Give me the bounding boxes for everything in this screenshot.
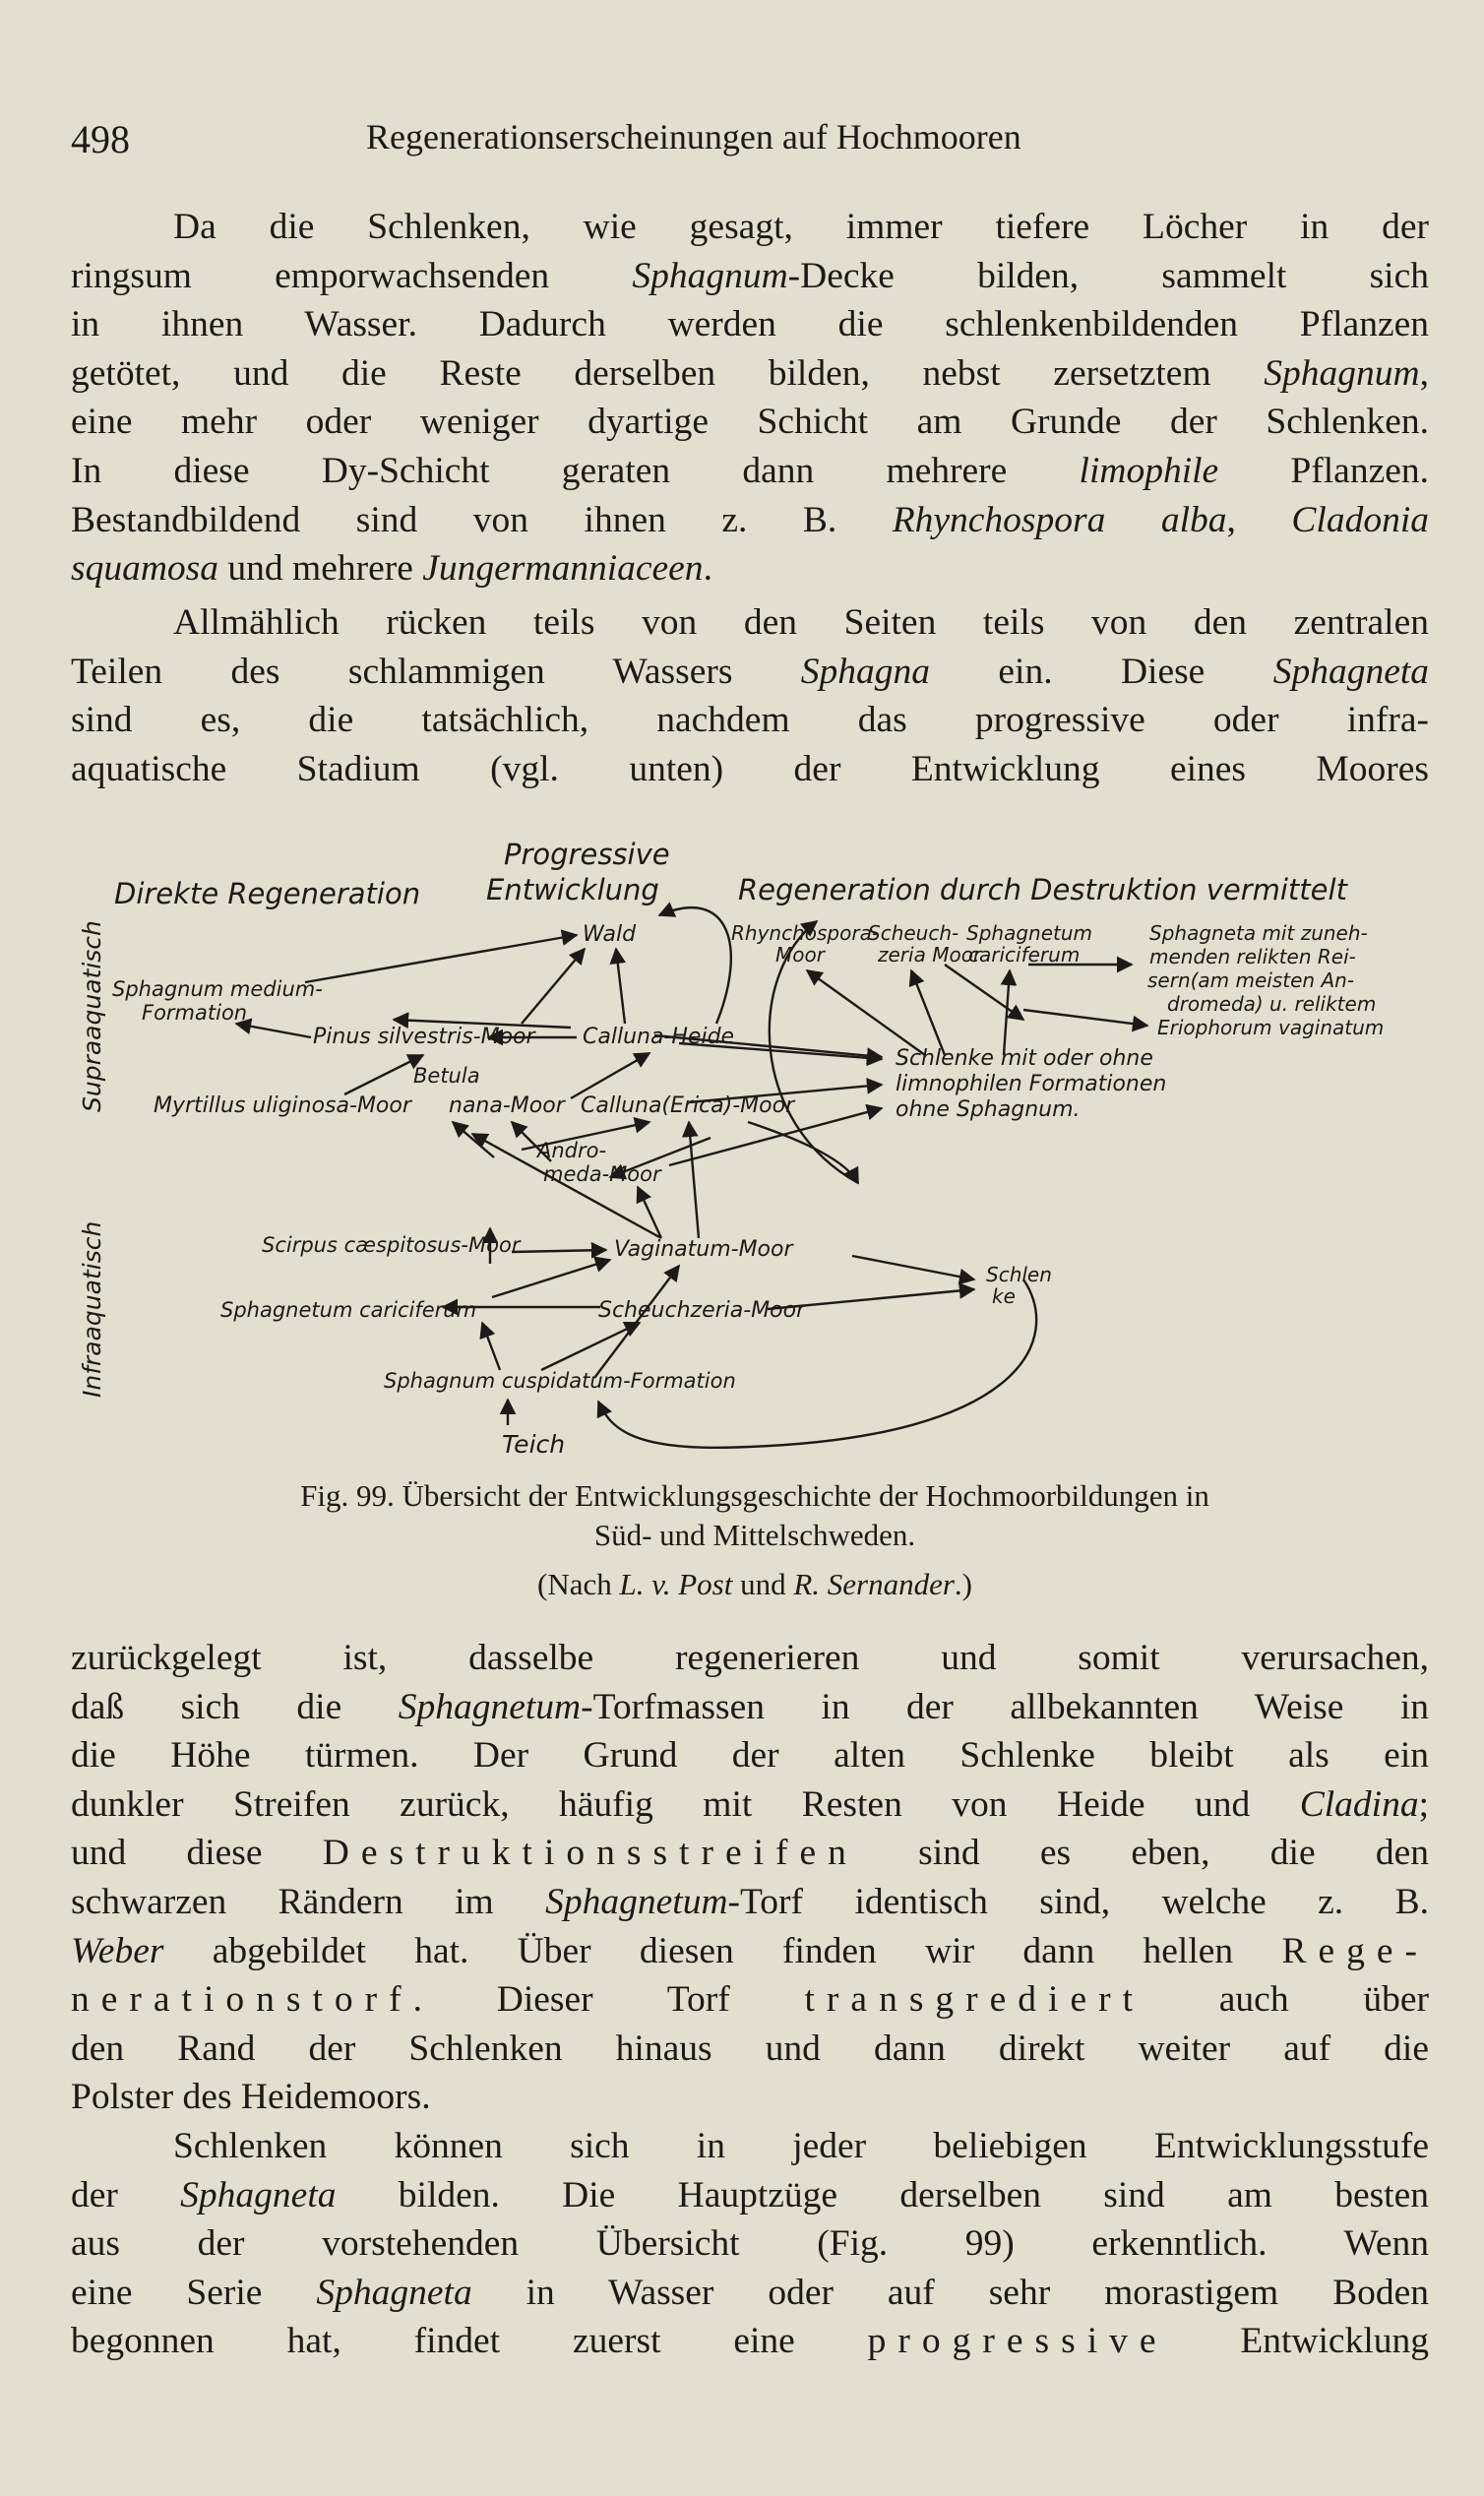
node-rhynchospora-2: Moor xyxy=(775,943,825,967)
node-scirpus: Scirpus cæspitosus-Moor xyxy=(262,1233,521,1257)
text-line: und diese Destruktionsstreifen sind es eben, die den xyxy=(71,1833,1429,1874)
side-label-infraaquatisch: Infraaquatisch xyxy=(78,1220,106,1398)
paragraph-4 xyxy=(71,2122,1429,2366)
text-line: nerationstorf. Dieser Torf transgrediert auch über xyxy=(71,1979,1429,2021)
text-line: ringsum emporwachsenden Sphagnum-Decke bilden, sammelt sich xyxy=(71,255,1429,296)
text-line: getötet, und die Reste derselben bilden, nebst zersetztem Sphagnum, xyxy=(71,352,1429,394)
node-sphagnum-medium-1: Sphagnum medium- xyxy=(112,977,323,1001)
paragraph-2 xyxy=(71,598,1429,793)
node-sphagneta-relikt-2: menden relikten Rei- xyxy=(1149,945,1356,968)
text-line: Polster des Heidemoors. xyxy=(71,2077,431,2118)
text-line: Da die Schlenken, wie gesagt, immer tiefere Löcher in der xyxy=(173,207,1429,247)
caption-line-3: (Nach L. v. Post und R. Sernander.) xyxy=(537,1567,972,1601)
node-sphagneta-relikt-5: Eriophorum vaginatum xyxy=(1157,1016,1385,1039)
text-line: Schlenken können sich in jeder beliebigen Entwicklungsstufe xyxy=(173,2126,1429,2166)
text-line: Weber abgebildet hat. Über diesen finden wir dann hellen Rege- xyxy=(71,1930,1429,1971)
text-line: dunkler Streifen zurück, häufig mit Resten von Heide und Cladina; xyxy=(71,1783,1429,1825)
node-sphagneta-relikt-1: Sphagneta mit zuneh- xyxy=(1149,921,1368,945)
node-scheuchzeria-r-2: zeria Moor xyxy=(878,943,982,967)
text-line: schwarzen Rändern im Sphagnetum-Torf identisch sind, welche z. B. xyxy=(71,1881,1429,1922)
text-line: eine mehr oder weniger dyartige Schicht am Grunde der Schlenken. xyxy=(71,402,1429,443)
node-schlenke-limno-1: Schlenke mit oder ohne xyxy=(896,1046,1153,1071)
text-line: sind es, die tatsächlich, nachdem das progressive oder infra- xyxy=(71,700,1429,741)
node-sphagneta-relikt-4: dromeda) u. reliktem xyxy=(1167,992,1377,1016)
text-line: squamosa und mehrere Jungermanniaceen. xyxy=(71,548,712,590)
figure-caption xyxy=(71,1476,1439,1604)
heading-progressive-2: Entwicklung xyxy=(486,873,659,906)
node-schlenke-1: Schlen xyxy=(986,1263,1052,1286)
text-line: zurückgelegt ist, dasselbe regenerieren und somit verursachen, xyxy=(71,1638,1429,1678)
text-line: Teilen des schlammigen Wassers Sphagna ein. Diese Sphagneta xyxy=(71,651,1430,692)
node-myrtillus: Myrtillus uliginosa-Moor xyxy=(154,1093,411,1118)
paragraph-3 xyxy=(71,1634,1429,2122)
node-andromeda-1: Andro- xyxy=(537,1139,607,1162)
node-calluna-erica: Calluna(Erica)-Moor xyxy=(581,1093,795,1118)
page-header xyxy=(71,110,1439,169)
node-teich: Teich xyxy=(502,1430,566,1459)
node-betula-2: nana-Moor xyxy=(449,1093,565,1118)
heading-direct-regeneration: Direkte Regeneration xyxy=(114,877,421,910)
node-sphagnetum-r-1: Sphagnetum xyxy=(966,921,1092,945)
text-line: aquatische Stadium (vgl. unten) der Entwicklung eines Moores xyxy=(71,748,1429,789)
text-line: daß sich die Sphagnetum-Torfmassen in der allbekannten Weise in xyxy=(71,1686,1429,1727)
node-sphagnetum-r-2: cariciferum xyxy=(968,943,1081,967)
heading-progressive-1: Progressive xyxy=(504,838,670,871)
node-scheuchzeria: Scheuchzeria-Moor xyxy=(598,1298,806,1323)
side-label-supraaquatisch: Supraaquatisch xyxy=(78,920,106,1112)
running-title: Regenerationserscheinungen auf Hochmooren xyxy=(366,117,1021,156)
caption-line-1: Fig. 99. Übersicht der Entwicklungsgeschichte der Hochmoorbildungen in xyxy=(300,1478,1209,1513)
text-line: den Rand der Schlenken hinaus und dann direkt weiter auf die xyxy=(71,2028,1429,2069)
text-line: In diese Dy-Schicht geraten dann mehrere limophile Pflanzen. xyxy=(71,450,1429,491)
node-sphagnetum-cariciferum: Sphagnetum cariciferum xyxy=(220,1298,477,1322)
node-pinus: Pinus silvestris-Moor xyxy=(313,1025,535,1049)
text-line: in ihnen Wasser. Dadurch werden die schlenkenbildenden Pflanzen xyxy=(71,304,1429,345)
diagram-arrows xyxy=(236,907,1147,1448)
text-line: der Sphagneta bilden. Die Hauptzüge derselben sind am besten xyxy=(71,2174,1429,2215)
node-calluna-heide: Calluna-Heide xyxy=(583,1025,735,1049)
node-scheuchzeria-r-1: Scheuch- xyxy=(868,921,959,945)
node-rhynchospora-1: Rhynchospora- xyxy=(731,921,880,945)
text-line: Bestandbildend sind von ihnen z. B. Rhynchospora alba, Cladonia xyxy=(71,499,1429,540)
text-line: begonnen hat, findet zuerst eine progressive Entwicklung xyxy=(71,2321,1429,2362)
node-schlenke-2: ke xyxy=(992,1284,1016,1308)
node-vaginatum: Vaginatum-Moor xyxy=(614,1237,793,1262)
text-line: aus der vorstehenden Übersicht (Fig. 99) erkenntlich. Wenn xyxy=(71,2223,1429,2265)
node-wald: Wald xyxy=(583,922,637,947)
node-sphagneta-relikt-3: sern(am meisten An- xyxy=(1147,968,1355,992)
caption-line-2: Süd- und Mittelschweden. xyxy=(593,1518,916,1552)
node-cuspidatum: Sphagnum cuspidatum-Formation xyxy=(384,1369,736,1393)
figure-99-diagram xyxy=(59,827,1437,1476)
node-andromeda-2: meda-Moor xyxy=(543,1162,661,1186)
node-schlenke-limno-3: ohne Sphagnum. xyxy=(896,1097,1081,1122)
text-line: Allmählich rücken teils von den Seiten teils von den zentralen xyxy=(173,602,1429,643)
paragraph-1 xyxy=(71,203,1429,593)
text-line: die Höhe türmen. Der Grund der alten Schlenke bleibt als ein xyxy=(71,1735,1429,1777)
page-number: 498 xyxy=(71,117,130,161)
node-sphagnum-medium-2: Formation xyxy=(142,1001,248,1025)
heading-destruction: Regeneration durch Destruktion vermittelt xyxy=(738,873,1347,906)
text-line: eine Serie Sphagneta in Wasser oder auf sehr morastigem Boden xyxy=(71,2272,1429,2313)
node-betula-1: Betula xyxy=(413,1064,480,1088)
node-schlenke-limno-2: limnophilen Formationen xyxy=(896,1072,1167,1096)
